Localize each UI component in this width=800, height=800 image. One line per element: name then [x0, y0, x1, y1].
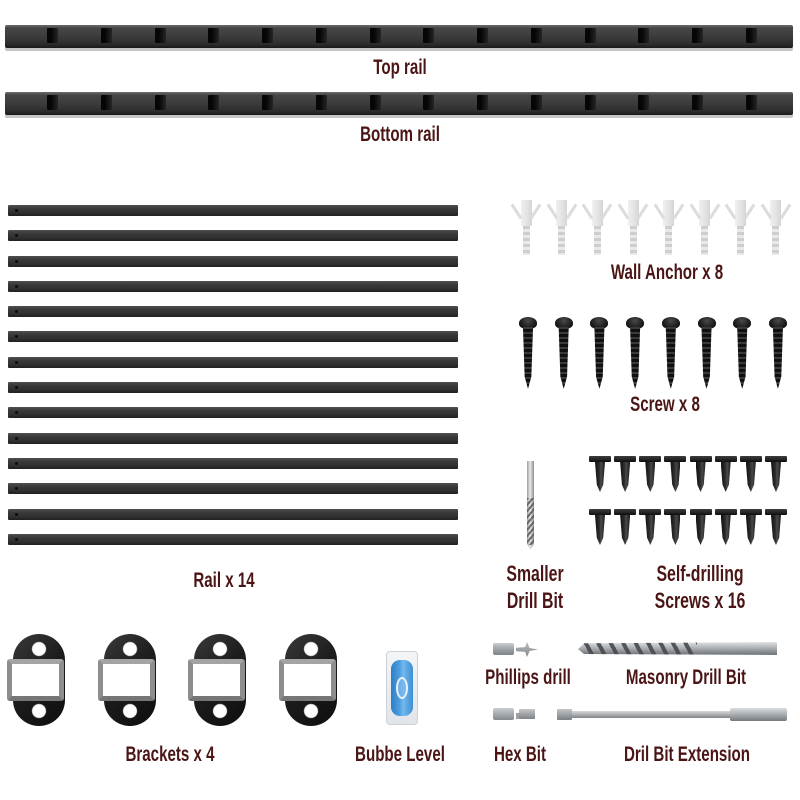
self-drilling-row-2	[588, 509, 788, 545]
sds	[739, 456, 763, 492]
screw	[697, 317, 717, 391]
self-drilling-row-1	[588, 456, 788, 492]
screw	[589, 317, 609, 391]
rail-bar	[8, 230, 458, 241]
big-hole	[208, 28, 219, 43]
hex-bit-label: Hex Bit	[493, 743, 547, 766]
self-drilling-label-line2: Screws x 16	[654, 588, 746, 613]
big-hole	[746, 95, 757, 110]
big-hole	[101, 28, 112, 43]
big-hole	[423, 28, 434, 43]
screw-label: Screw x 8	[630, 393, 700, 416]
top-rail-holes	[5, 25, 793, 43]
phillips-drill-graphic	[493, 642, 539, 657]
sds	[638, 456, 662, 492]
bottom-rail-graphic	[5, 92, 793, 115]
big-hole	[47, 28, 58, 43]
big-hole	[477, 95, 488, 110]
rail-bundle-graphic	[8, 205, 458, 545]
wall-anchor-row	[513, 200, 789, 255]
sds	[764, 509, 788, 545]
top-rail-label: Top rail	[373, 56, 427, 79]
anchor	[727, 200, 753, 255]
anchor	[584, 200, 610, 255]
anchor	[549, 200, 575, 255]
anchor	[692, 200, 718, 255]
big-hole	[692, 28, 703, 43]
smaller-drill-bit-graphic	[527, 461, 534, 550]
self-drilling-label-line1: Self-drilling	[656, 561, 744, 586]
big-hole	[47, 95, 58, 110]
drill-bit-extension-graphic	[557, 707, 787, 722]
sds	[663, 509, 687, 545]
bracket	[13, 634, 65, 726]
sds	[613, 509, 637, 545]
sds	[689, 509, 713, 545]
big-hole	[638, 28, 649, 43]
wall-anchor-label: Wall Anchor x 8	[610, 261, 724, 284]
rail-bar	[8, 281, 458, 292]
sds	[613, 456, 637, 492]
big-hole	[101, 95, 112, 110]
bottom-rail-holes	[5, 92, 793, 110]
anchor	[763, 200, 789, 255]
masonry-drill-bit-graphic	[578, 642, 777, 655]
big-hole	[746, 28, 757, 43]
screw	[518, 317, 538, 391]
screw	[732, 317, 752, 391]
big-hole	[531, 28, 542, 43]
big-hole	[370, 95, 381, 110]
top-rail-graphic	[5, 25, 793, 48]
phillips-drill-label: Phillips drill	[485, 666, 571, 689]
screw	[661, 317, 681, 391]
screw	[768, 317, 788, 391]
bracket	[194, 634, 246, 726]
anchor	[620, 200, 646, 255]
sds	[638, 509, 662, 545]
anchor	[656, 200, 682, 255]
sds	[588, 509, 612, 545]
rail-bar	[8, 357, 458, 368]
brackets-label: Brackets x 4	[125, 743, 215, 766]
big-hole	[585, 95, 596, 110]
sds	[714, 456, 738, 492]
anchor	[513, 200, 539, 255]
hex-bit-graphic	[493, 707, 537, 721]
big-hole	[423, 95, 434, 110]
big-hole	[638, 95, 649, 110]
big-hole	[531, 95, 542, 110]
sds	[588, 456, 612, 492]
screw	[554, 317, 574, 391]
rail-bar	[8, 331, 458, 342]
drill-bit-extension-label: Dril Bit Extension	[623, 743, 751, 766]
rail-bar	[8, 534, 458, 545]
rail-bar	[8, 306, 458, 317]
rail-bar	[8, 205, 458, 216]
screw	[625, 317, 645, 391]
big-hole	[262, 95, 273, 110]
rail-bundle-label: Rail x 14	[193, 569, 255, 592]
rail-bar	[8, 382, 458, 393]
sds	[689, 456, 713, 492]
big-hole	[316, 28, 327, 43]
sds	[764, 456, 788, 492]
bracket-row	[13, 634, 337, 726]
rail-bar	[8, 458, 458, 469]
big-hole	[370, 28, 381, 43]
masonry-drill-bit-label: Masonry Drill Bit	[625, 666, 747, 689]
rail-bar	[8, 407, 458, 418]
sds	[739, 509, 763, 545]
big-hole	[585, 28, 596, 43]
bubble-level-graphic	[386, 651, 418, 725]
sds	[663, 456, 687, 492]
bottom-rail-label: Bottom rail	[360, 123, 440, 146]
bubble-level-label: Bubbe Level	[355, 743, 445, 766]
rail-bar	[8, 483, 458, 494]
sds	[714, 509, 738, 545]
rail-bar	[8, 256, 458, 267]
smaller-drill-bit-label-line2: Drill Bit	[506, 588, 564, 613]
rail-bar	[8, 433, 458, 444]
rail-bar	[8, 509, 458, 520]
big-hole	[262, 28, 273, 43]
bracket	[285, 634, 337, 726]
smaller-drill-bit-label-line1: Smaller	[506, 561, 564, 586]
big-hole	[692, 95, 703, 110]
big-hole	[316, 95, 327, 110]
big-hole	[477, 28, 488, 43]
screw-row	[518, 317, 788, 391]
big-hole	[155, 28, 166, 43]
big-hole	[155, 95, 166, 110]
big-hole	[208, 95, 219, 110]
bracket	[104, 634, 156, 726]
